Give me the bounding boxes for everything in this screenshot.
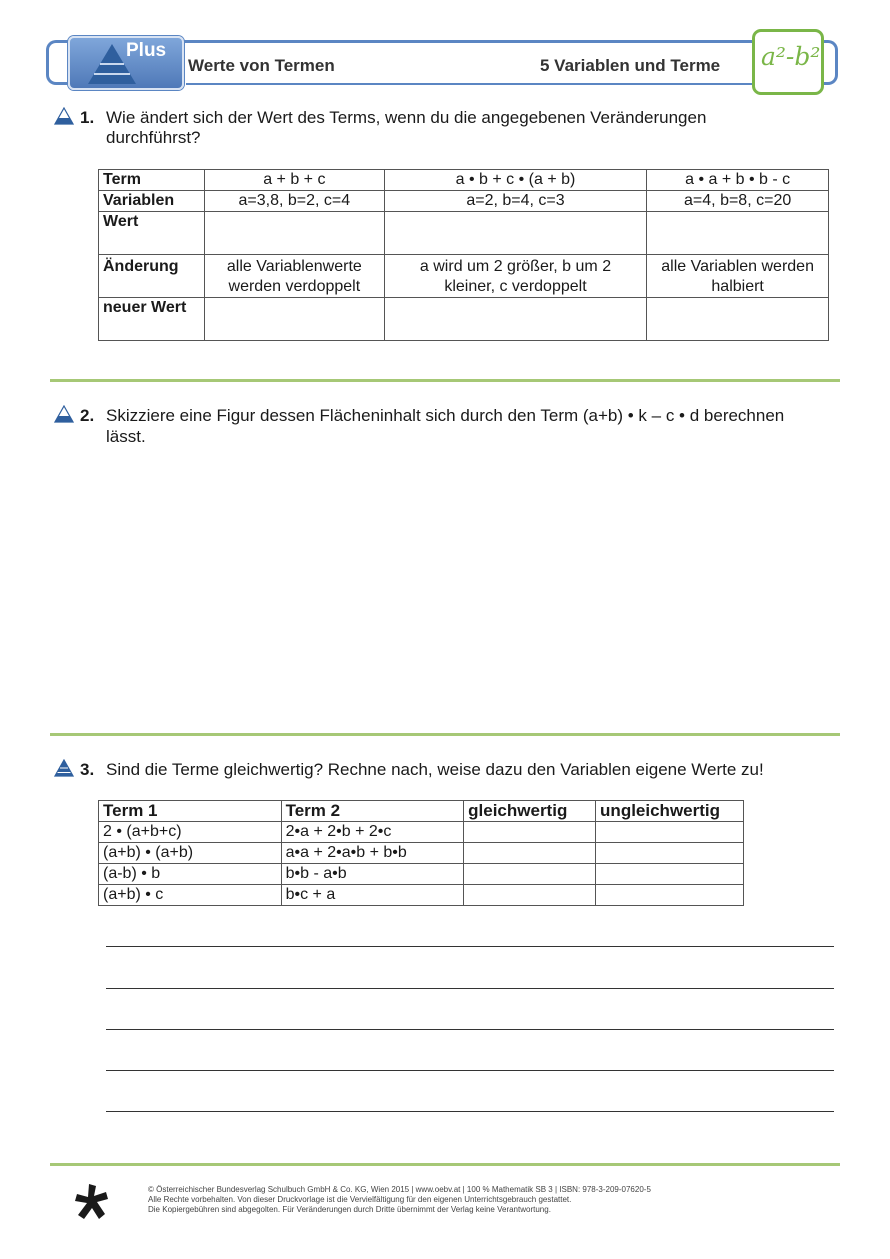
- row-label: neuer Wert: [99, 298, 205, 341]
- change-cell: alle Variablen werden halbiert: [647, 255, 829, 298]
- table-row: [99, 822, 744, 843]
- publisher-logo-icon: [72, 1182, 112, 1222]
- table-row: [99, 885, 744, 906]
- row-label: Wert: [99, 212, 205, 255]
- row-label: Term: [99, 170, 205, 191]
- task-3-text: Sind die Terme gleichwertig? Rechne nach, weise dazu den Variablen eigene Werte zu!: [106, 760, 764, 779]
- writing-line[interactable]: [106, 988, 834, 989]
- difficulty-pyramid-icon: [54, 107, 74, 125]
- term-cell: a • b + c • (a + b): [384, 170, 647, 191]
- task-number-3: 3.: [80, 760, 95, 779]
- copyright-footer: [148, 1185, 651, 1215]
- not-equivalent-checkbox-cell[interactable]: [596, 822, 744, 843]
- row-label: Änderung: [99, 255, 205, 298]
- table-header-row: [99, 801, 744, 822]
- equivalent-checkbox-cell[interactable]: [464, 885, 596, 906]
- equivalent-checkbox-cell[interactable]: [464, 864, 596, 885]
- answer-cell[interactable]: [204, 212, 384, 255]
- term-2-cell: 2•a + 2•b + 2•c: [281, 822, 464, 843]
- footer-line: Die Kopiergebühren sind abgegolten. Für Veränderungen durch Dritte übernimmt der Verlag keine Verantwortung.: [148, 1205, 551, 1214]
- term-1-cell: (a-b) • b: [99, 864, 282, 885]
- table-row: [99, 864, 744, 885]
- plus-logo-text: Plus: [126, 40, 167, 61]
- answer-cell[interactable]: [384, 298, 647, 341]
- task-number-2: 2.: [80, 406, 95, 425]
- term-1-cell: 2 • (a+b+c): [99, 822, 282, 843]
- writing-line[interactable]: [106, 1029, 834, 1030]
- writing-line[interactable]: [106, 1070, 834, 1071]
- term-cell: a • a + b • b - c: [647, 170, 829, 191]
- answer-cell[interactable]: [204, 298, 384, 341]
- variables-cell: a=4, b=8, c=20: [647, 191, 829, 212]
- task-3-table: [98, 800, 744, 906]
- term-1-cell: (a+b) • c: [99, 885, 282, 906]
- chapter-title: 5 Variablen und Terme: [540, 56, 721, 75]
- column-header: Term 2: [281, 801, 464, 822]
- task-1-text-line-2: durchführst?: [106, 128, 201, 147]
- column-header: Term 1: [99, 801, 282, 822]
- variables-cell: a=2, b=4, c=3: [384, 191, 647, 212]
- not-equivalent-checkbox-cell[interactable]: [596, 885, 744, 906]
- not-equivalent-checkbox-cell[interactable]: [596, 864, 744, 885]
- table-row: [99, 170, 829, 191]
- change-cell: a wird um 2 größer, b um 2 kleiner, c verdoppelt: [384, 255, 647, 298]
- difficulty-pyramid-icon: [54, 405, 74, 423]
- column-header: ungleichwertig: [596, 801, 744, 822]
- equivalent-checkbox-cell[interactable]: [464, 822, 596, 843]
- worksheet-title: Werte von Termen: [188, 56, 335, 75]
- task-number-1: 1.: [80, 108, 95, 127]
- writing-line[interactable]: [106, 1111, 834, 1112]
- answer-cell[interactable]: [647, 298, 829, 341]
- section-divider: [50, 733, 840, 736]
- sketch-area[interactable]: [98, 455, 828, 720]
- variables-cell: a=3,8, b=2, c=4: [204, 191, 384, 212]
- footer-line: © Österreichischer Bundesverlag Schulbuch GmbH & Co. KG, Wien 2015 | www.oebv.at | 100 % Mathematik SB 3 | ISBN: 978-3-209-07620-5: [148, 1185, 651, 1194]
- task-2-text-line-2: lässt.: [106, 427, 146, 446]
- answer-cell[interactable]: [384, 212, 647, 255]
- term-cell: a + b + c: [204, 170, 384, 191]
- difficulty-pyramid-icon: [54, 759, 74, 777]
- term-1-cell: (a+b) • (a+b): [99, 843, 282, 864]
- task-1-text-line-1: Wie ändert sich der Wert des Terms, wenn du die angegebenen Veränderungen: [106, 108, 707, 127]
- table-row: [99, 298, 829, 341]
- writing-line[interactable]: [106, 946, 834, 947]
- footer-divider: [50, 1163, 840, 1166]
- table-row: [99, 255, 829, 298]
- term-2-cell: b•b - a•b: [281, 864, 464, 885]
- table-row: [99, 191, 829, 212]
- corner-formula: a²-b²: [761, 42, 821, 71]
- task-1-table: [98, 169, 829, 341]
- term-2-cell: a•a + 2•a•b + b•b: [281, 843, 464, 864]
- row-label: Variablen: [99, 191, 205, 212]
- header-rule-bottom: [186, 83, 752, 85]
- task-2-text-line-1: Skizziere eine Figur dessen Flächeninhalt sich durch den Term (a+b) • k – c • d berechnen: [106, 406, 785, 425]
- header-bracket-left: [46, 40, 68, 85]
- table-row: [99, 212, 829, 255]
- equivalent-checkbox-cell[interactable]: [464, 843, 596, 864]
- column-header: gleichwertig: [464, 801, 596, 822]
- footer-line: Alle Rechte vorbehalten. Von dieser Druckvorlage ist die Vervielfältigung für den eigenen Unterrichtsgebrauch gestattet.: [148, 1195, 572, 1204]
- corner-formula-badge: [752, 29, 824, 95]
- term-2-cell: b•c + a: [281, 885, 464, 906]
- table-row: [99, 843, 744, 864]
- not-equivalent-checkbox-cell[interactable]: [596, 843, 744, 864]
- change-cell: alle Variablenwerte werden verdoppelt: [204, 255, 384, 298]
- answer-cell[interactable]: [647, 212, 829, 255]
- section-divider: [50, 379, 840, 382]
